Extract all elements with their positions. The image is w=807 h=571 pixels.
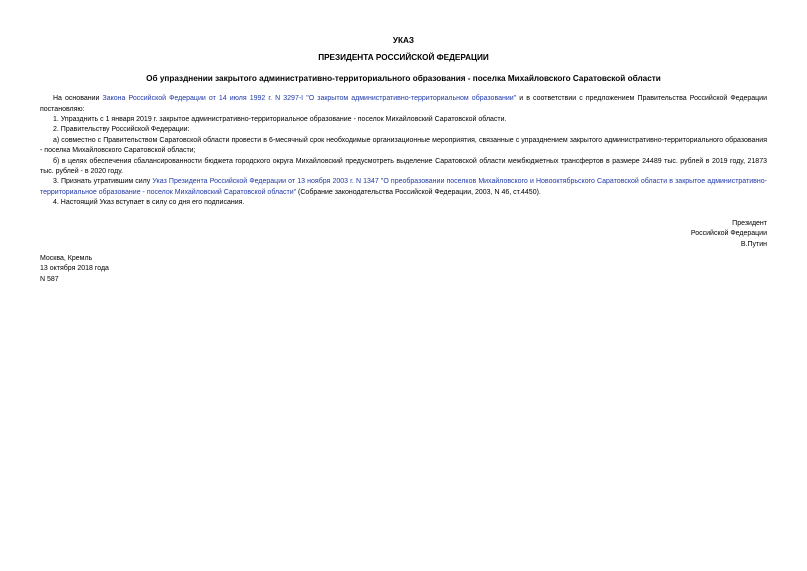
place-date-block (40, 254, 767, 285)
paragraph-item-2a: а) совместно с Правительством Саратовской области провести в 6-месячный срок необходимые организационные мероприятия, связанные с упразднением закрытого административно-территориального образования - поселка Михайловского Саратовской области; (40, 136, 767, 155)
decree-link[interactable]: Указ Президента Российской Федерации от 13 ноября 2003 г. N 1347 (152, 178, 379, 186)
paragraph-item-1: 1. Упразднить с 1 января 2019 г. закрытое административно-территориальное образование - поселок Михайловский Саратовской области. (53, 116, 507, 124)
signing-place: Москва, Кремль (40, 254, 93, 262)
signature-line-1: Президент (732, 219, 767, 227)
item-3-text-end: (Собрание законодательства Российской Федерации, 2003, N 46, ст.4450). (296, 188, 541, 196)
document-heading: Об упразднении закрытого административно-территориального образования - поселка Михайловского Саратовской области (146, 73, 661, 83)
signing-date: 13 октября 2018 года (40, 265, 109, 273)
signature-line-2: Российской Федерации (690, 230, 767, 238)
signature-block (40, 214, 767, 250)
paragraph-preamble (40, 94, 767, 115)
law-title-link[interactable]: "О закрытом административно-территориальном образовании" (306, 95, 517, 103)
paragraph-item-4: 4. Настоящий Указ вступает в силу со дня его подписания. (53, 199, 245, 207)
paragraph-item-2b: б) в целях обеспечения сбалансированности бюджета городского округа Михайловский предусмотреть выделение Саратовской области межбюджетных трансфертов в размере 24489 тыс. рублей в 2019 году, 21873 тыс. рублей - в 2020 году. (40, 157, 767, 176)
paragraph-item-3 (40, 177, 767, 198)
paragraph-item-2: 2. Правительству Российской Федерации: (53, 126, 190, 134)
decree-title-link[interactable]: "О преобразовании поселков Михайловского и Новооктябрьского Саратовской области в закрытое административно-территориальное образование - поселок Михайловский Саратовской области" (40, 178, 767, 196)
document-title: УКАЗ (392, 36, 415, 45)
decree-number: N 587 (40, 275, 59, 283)
preamble-text-end: и в соответствии с предложением Правительства Российской Федерации постановляю: (40, 95, 768, 113)
signature-line-3: В.Путин (740, 240, 767, 248)
law-link[interactable]: Закона Российской Федерации от 14 июля 1992 г. N 3297-I (102, 95, 304, 103)
item-3-text-start: 3. Признать утратившим силу (53, 178, 153, 186)
document-subtitle: ПРЕЗИДЕНТА РОССИЙСКОЙ ФЕДЕРАЦИИ (318, 53, 489, 63)
preamble-text-start: На основании (53, 95, 103, 103)
document-content (40, 36, 767, 285)
